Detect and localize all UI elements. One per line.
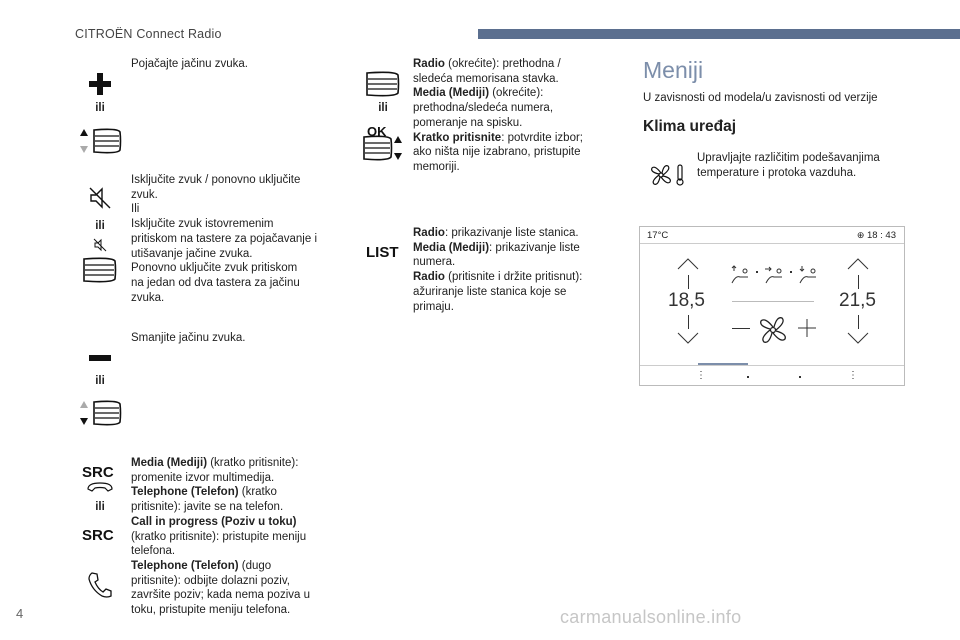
mute-speaker-icon [88,186,112,210]
page-dot [747,376,749,378]
divider [688,315,689,329]
or-label: ili [95,375,105,387]
minus-icon [89,351,111,357]
right-temperature: 21,5 [839,290,876,311]
phone-handset-icon [87,571,113,599]
divider [640,243,904,244]
airflow-bar [732,301,814,302]
mute-small-icon [93,238,107,252]
src-description: Media (Mediji) (kratko pritisnite): promenite izvor multimedija. Telephone (Telefon) (kratko pritisnite): javite se na telefon. Call in progress (Poziv u toku) (kratko pritisnite): pristupite meniju telefona. Telephone (Telefon) (dugo pritisnite): odbijte dolazni poziv, završite poziv; kada nema poziva u toku, pristupite meniju telefona. [131,457,310,617]
gps-icon: ⊕ [856,230,867,240]
wheel-description: Radio (okrećite): prethodna / sledeća memorisana stavka. Media (Mediji) (okrećite): prethodna/sledeća numera, pomeranje na spisku. Kratko pritisnite: potvrdite izbor; ako ništa nije izabrano, pristupite memoriji. [413,58,584,174]
separator-dot [790,271,792,273]
clock-time: ⊕ 18 : 43 [856,230,896,241]
section-heading-meniji: Meniji [643,57,704,83]
left-temp-up-icon[interactable] [676,257,700,271]
or-label: ili [95,102,105,114]
steering-buttons-icon [82,256,118,284]
outside-temperature: 17°C [647,230,669,241]
steering-volume-up-icon [78,127,122,155]
or-label: ili [95,501,105,513]
separator-dot [756,271,758,273]
divider [688,275,689,289]
divider [858,275,859,289]
fan-increase-icon[interactable] [798,319,816,337]
src-button-label: SRC [82,464,114,481]
volume-up-text: Pojačajte jačinu zvuka. [131,58,248,70]
right-temp-up-icon[interactable] [846,257,870,271]
or-label: ili [95,220,105,232]
src-button-label: SRC [82,527,114,544]
volume-down-text: Smanjite jačinu zvuka. [131,332,246,344]
plus-icon [89,73,111,95]
climate-screen [639,226,905,386]
left-temp-down-icon[interactable] [676,331,700,345]
list-description: Radio: prikazivanje liste stanica. Media (Mediji): prikazivanje liste numera. Radio (pritisnite i držite pritisnut): ažuriranje liste stanica koje se primaju. [413,227,583,313]
divider [858,315,859,329]
airflow-feet-icon[interactable] [796,265,820,285]
page-dot [799,376,801,378]
or-label: ili [378,102,388,114]
watermark: carmanualsonline.info [560,607,742,627]
fan-decrease-icon[interactable] [732,328,750,329]
climate-description: Upravljajte različitim podešavanjima temperature i protoka vazduha. [697,152,880,179]
version-note: U zavisnosti od modela/u zavisnosti od verzije [643,92,878,104]
thumbwheel-icon [365,70,401,98]
menu-dots-icon[interactable]: ⋮ [848,370,858,381]
climate-fan-temperature-icon [649,163,687,187]
header-accent-bar [478,29,960,39]
document-header-title: CITROËN Connect Radio [75,27,222,41]
fan-icon [758,315,788,345]
airflow-face-icon[interactable] [762,265,786,285]
left-temperature: 18,5 [668,290,705,311]
page-number: 4 [16,606,24,621]
menu-dots-icon[interactable]: ⋮ [696,370,706,381]
steering-volume-down-icon [78,399,122,427]
list-button-label: LIST [366,244,399,261]
thumbwheel-scroll-icon [362,134,404,162]
subheading-climate: Klima uređaj [643,118,737,135]
ok-label: OK [367,124,387,139]
divider [640,365,904,366]
right-temp-down-icon[interactable] [846,331,870,345]
phone-small-icon [86,481,114,493]
mute-description: Isključite zvuk / ponovno uključite zvuk. Ili Isključite zvuk istovremenim pritiskom na tastere za pojačavanje i utišavanje jačine zvuka. Ponovno uključite zvuk pritiskom na jedan od dva tastera za jačinu zvuka. [131,174,318,304]
airflow-up-icon[interactable] [728,265,752,285]
